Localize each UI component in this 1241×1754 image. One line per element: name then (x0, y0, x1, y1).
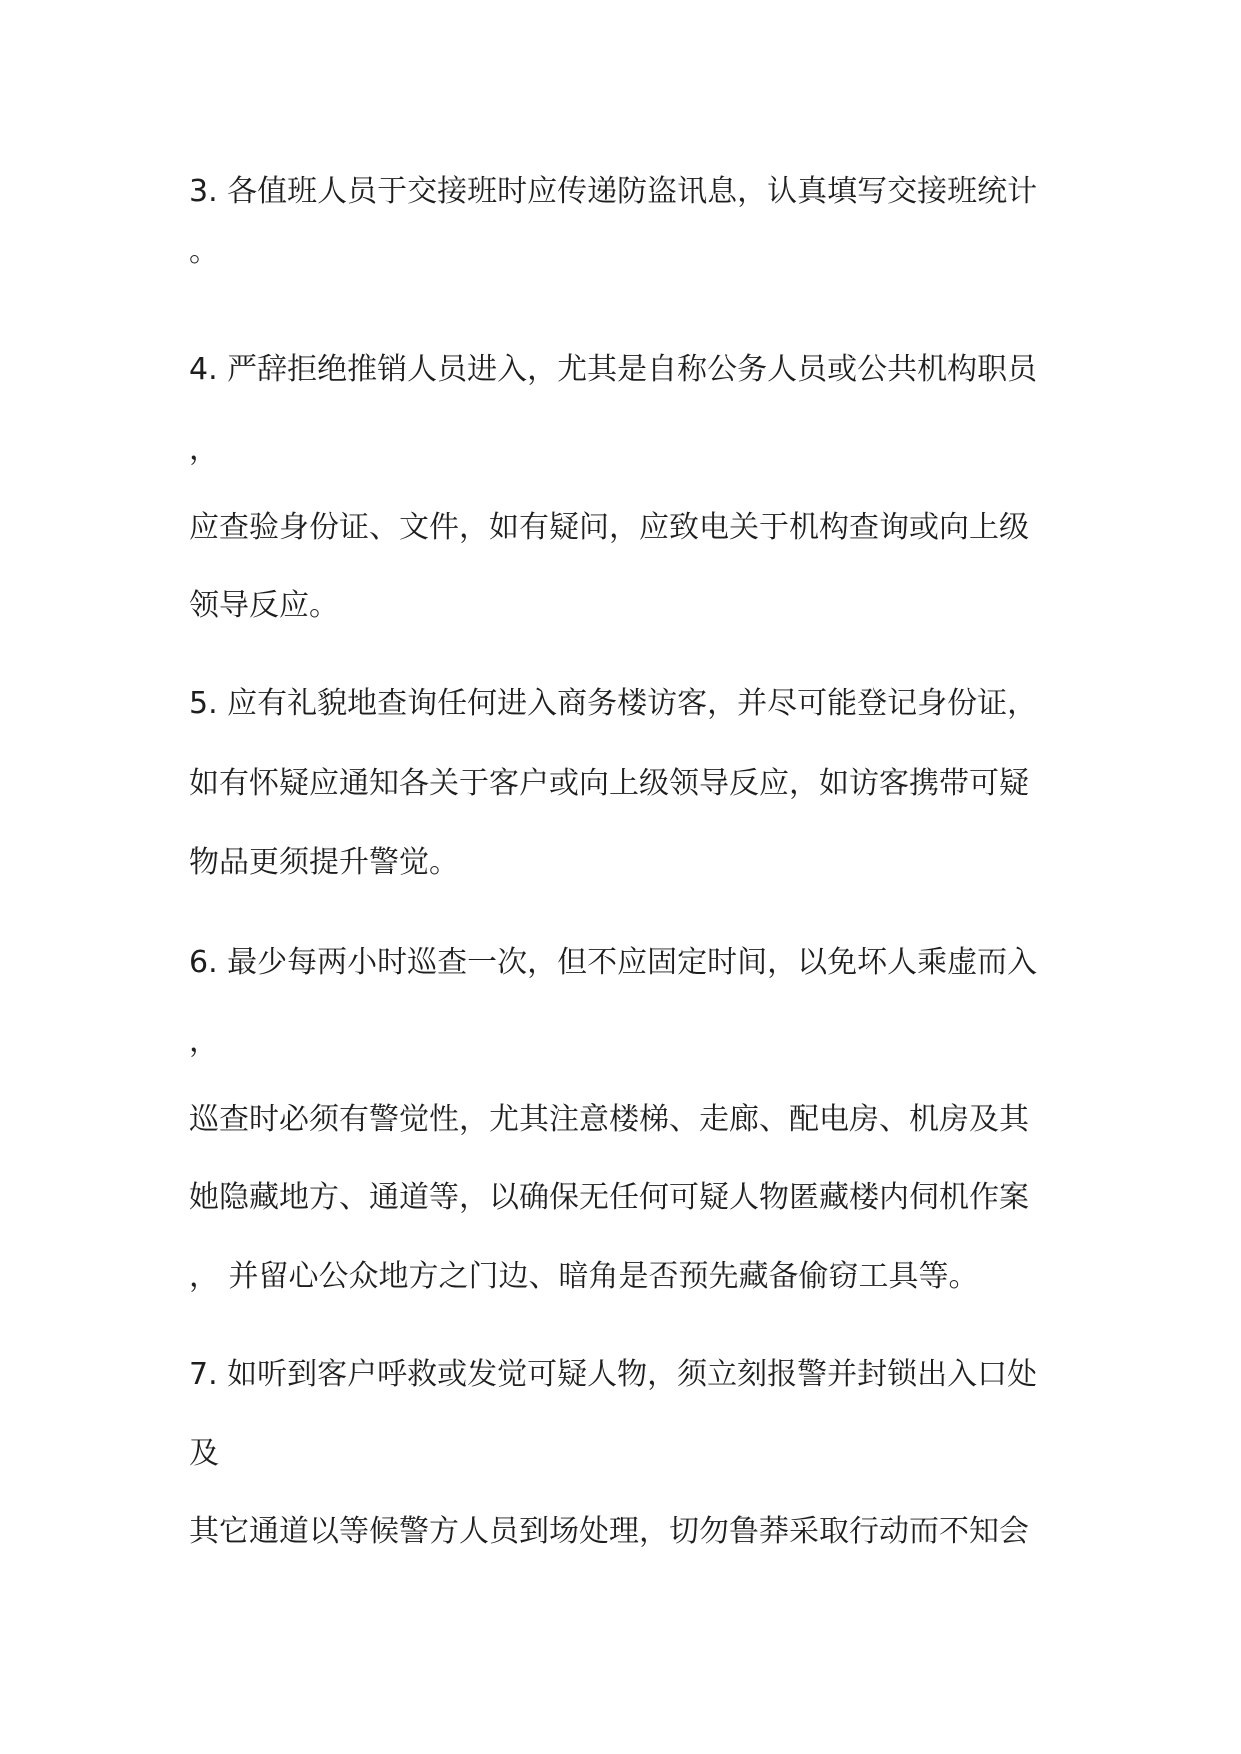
text-line: 及 (189, 1436, 219, 1471)
text-line: 巡查时必须有警觉性，尤其注意楼梯、走廊、配电房、机房及其 (189, 1102, 1029, 1137)
text-line: 物品更须提升警觉。 (189, 845, 459, 880)
text-line: 如有怀疑应通知各关于客户或向上级领导反应，如访客携带可疑 (189, 766, 1029, 801)
text-line: ， 并留心公众地方之门边、暗角是否预先藏备偷窃工具等。 (189, 1259, 979, 1294)
text-line: 领导反应。 (189, 588, 339, 623)
text-line: 3. 各值班人员于交接班时应传递防盗讯息，认真填写交接班统计 (189, 174, 1038, 209)
text-line: 4. 严辞拒绝推销人员进入，尤其是自称公务人员或公共机构职员 (189, 352, 1038, 387)
text-line: 5. 应有礼貌地查询任何进入商务楼访客，并尽可能登记身份证， (189, 686, 1038, 721)
text-line: 其它通道以等候警方人员到场处理，切勿鲁莽采取行动而不知会 (189, 1514, 1029, 1549)
text-line: 应查验身份证、文件，如有疑问，应致电关于机构查询或向上级 (189, 510, 1029, 545)
text-line: 她隐藏地方、通道等，以确保无任何可疑人物匿藏楼内伺机作案 (189, 1180, 1029, 1215)
text-line: 7. 如听到客户呼救或发觉可疑人物，须立刻报警并封锁出入口处 (189, 1357, 1038, 1392)
text-line: ， (189, 1024, 219, 1059)
text-line: 6. 最少每两小时巡查一次，但不应固定时间，以免坏人乘虚而入 (189, 945, 1038, 980)
text-line: ， (189, 432, 219, 467)
text-line: 。 (189, 234, 219, 269)
